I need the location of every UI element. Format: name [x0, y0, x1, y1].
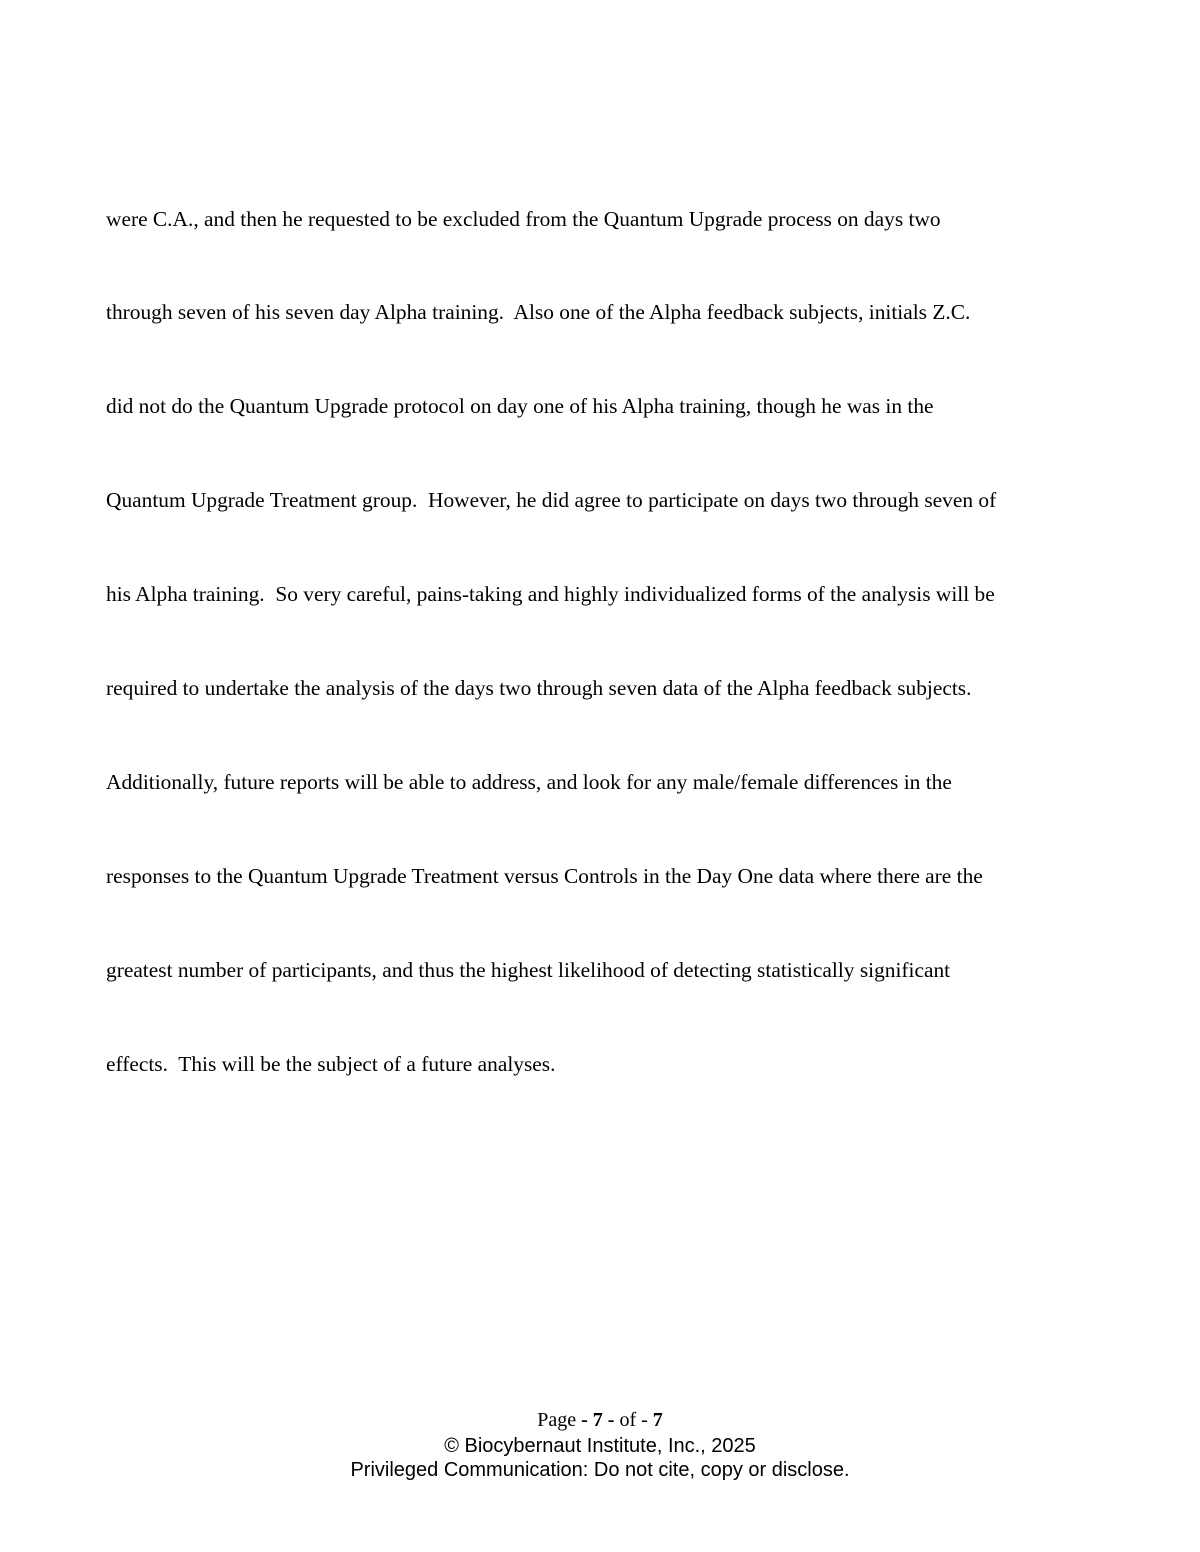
paragraph-line: Quantum Upgrade Treatment group. However, he did agree to participate on days two through seven of: [106, 488, 997, 513]
paragraph-line: effects. This will be the subject of a future analyses.: [106, 1051, 556, 1076]
page-number: [0, 1406, 1200, 1434]
page-footer: [0, 1406, 1200, 1482]
paragraph-line: responses to the Quantum Upgrade Treatment versus Controls in the Day One data where there are the: [106, 863, 983, 888]
paragraph-line: through seven of his seven day Alpha training. Also one of the Alpha feedback subjects, initials Z.C.: [106, 300, 971, 325]
paragraph-line: greatest number of participants, and thus the highest likelihood of detecting statistically significant: [106, 957, 951, 982]
page-prefix: Page: [537, 1409, 582, 1431]
current-page-number: - 7 -: [581, 1409, 615, 1431]
paragraph-line: his Alpha training. So very careful, pains-taking and highly individualized forms of the analysis will be: [106, 582, 995, 607]
copyright-notice: © Biocybernaut Institute, Inc., 2025: [444, 1435, 756, 1457]
total-pages-number: 7: [652, 1409, 663, 1431]
page-of-text: of -: [614, 1409, 653, 1431]
body-paragraph: [106, 141, 1106, 1143]
paragraph-line: Additionally, future reports will be able to address, and look for any male/female differences in the: [106, 769, 952, 794]
privileged-notice: Privileged Communication: Do not cite, copy or disclose.: [350, 1459, 850, 1481]
paragraph-line: did not do the Quantum Upgrade protocol on day one of his Alpha training, though he was in the: [106, 394, 934, 419]
paragraph-line: were C.A., and then he requested to be excluded from the Quantum Upgrade process on days two: [106, 206, 941, 231]
paragraph-line: required to undertake the analysis of the days two through seven data of the Alpha feedback subjects.: [106, 676, 972, 701]
